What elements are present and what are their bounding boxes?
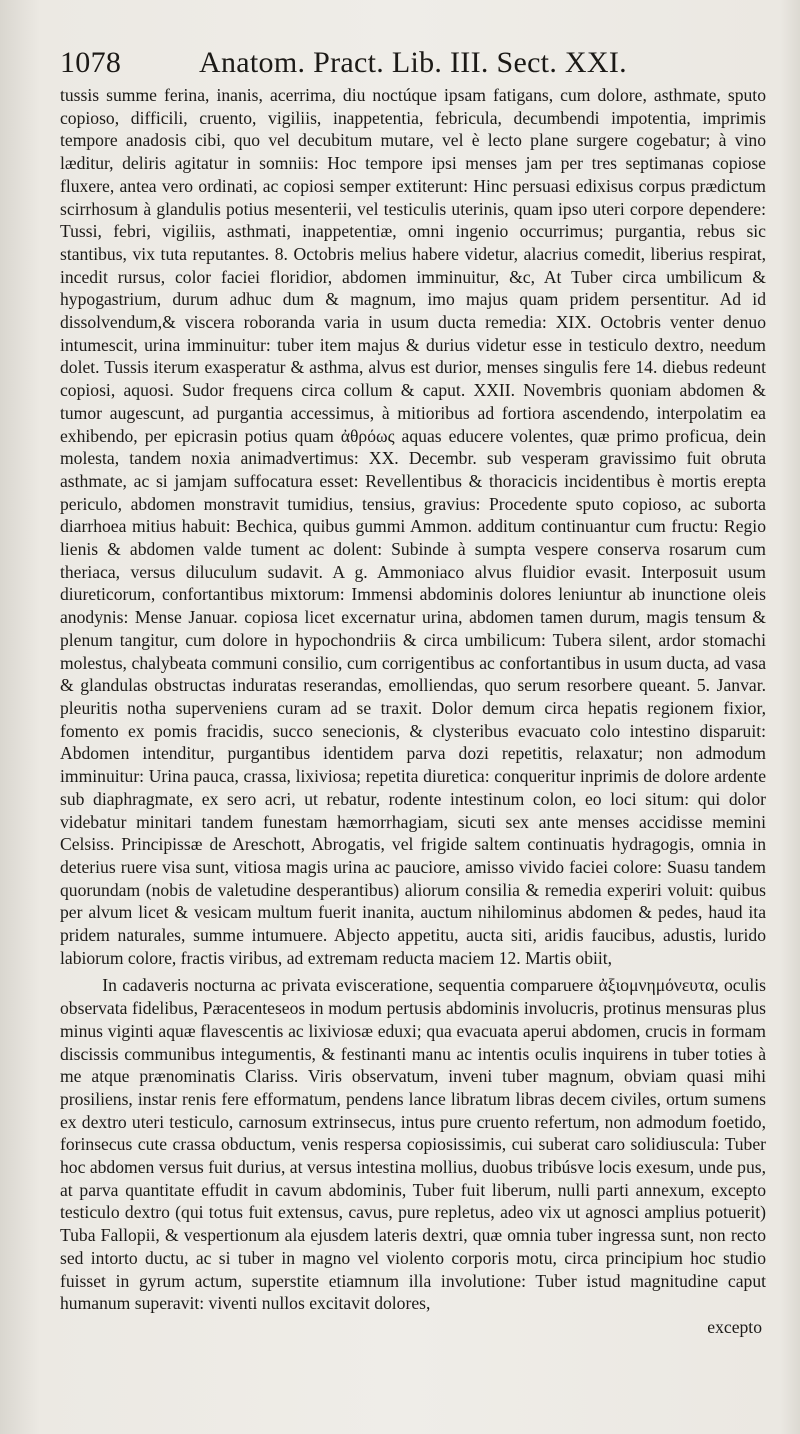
paragraph-case-history: tussis summe ferina, inanis, acerrima, diu noctúque ipsam fatigans, cum dolore, asthmate, sputo copioso, difficili, cruento, vigiliis, inappetentia, febricula, decumbendi impotentia, imprimis tempore anadosis cibi, quo vel decubitum mutare, vel è lecto plane surgere cogebatur; à vino læditur, deliris agitatur in somniis: Hoc tempore ipsi menses jam per tres septimanas copiose fluxere, antea vero ordinati, ac copiosi semper extiterunt: Hinc persuasi edixisus corpus prædictum scirrhosum à glandulis potius mesenterii, vel testiculis uterinis, quam ipso uteri corpore dependere: Tussi, febri, vigiliis, asthmati, inappetentiæ, omni ingenio occurrimus; purgantia, rebus sic stantibus, vix tuta reputantes. 8. Octobris melius habere videtur, alacrius comedit, liberius respirat, incedit rursus, color faciei floridior, abdomen imminuitur, &c, At Tuber circa umbilicum & hypogastrium, durum adhuc dum & magnum, imo majus quam pridem persentitur. Ad id dissolvendum,& viscera roboranda varia in usum ducta remedia: XIX. Octobris venter denuo intumescit, urina imminuitur: tuber item majus & durius videtur esse in testiculo dextro, needum dolet. Tussis iterum exasperatur & asthma, alvus est durior, menses singulis fere 14. diebus redeunt copiosi, aquosi. Sudor frequens circa collum & caput. XXII. Novembris quoniam abdomen & tumor augescunt, ad purgantia accessimus, à mitioribus ad fortiora ascendendo, interpolatim ea exhibendo, per epicrasin potius quam ἀθρόως aquas educere volentes, quæ primo proficua, dein molesta, tandem noxia animadvertimus: XX. Decembr. sub vesperam gravissimo fuit obruta asthmate, ac si jamjam suffocatura esset: Revellentibus & thoracicis incidentibus è mortis erepta periculo, abdomen monstravit tumidius, tensius, gravius: Procedente sputo copioso, ac suborta diarrhoea mitius habuit: Bechica, quibus gummi Ammon. additum continuantur cum fructu: Regio lienis & abdomen valde tument ac dolent: Subinde à sumpta vespere conserva rosarum cum theriaca, versus diluculum sudavit. A g. Ammoniaco alvus fluidior evasit. Interposuit usum diureticorum, confortantibus mixtorum: Immensi abdominis dolores leniuntur ab inunctione oleis anodynis: Mense Januar. copiosa licet excernatur urina, abdomen tamen durum, magis tensum & plenum tangitur, cum dolore in hypochondriis & circa umbilicum: Tubera silent, ardor stomachi molestus, chalybeata communi consilio, cum corrigentibus ac confortantibus in usum ducta, ad vasa & glandulas obstructas induratas reserandas, emolliendas, quo serum resorbere queant. 5. Janvar. pleuritis notha superveniens curam ad se traxit. Dolor demum circa hepatis regionem fixior, fomento ex pomis fracidis, succo senecionis, & clysteribus evacuato colo intestino disparuit: Abdomen intenditur, purgantibus identidem parva dozi repetitis, relaxatur; non admodum imminuitur: Urina pauca, crassa, lixiviosa; repetita diuretica: conqueritur inprimis de dolore ardente sub diaphragmate, ex sero acri, ut rebatur, rodente intestinum colon, eo loci situm: qui dolor videbatur minitari tandem funestam hæmorrhagiam, sicuti sex ante menses accidisse memini Celsiss. Principissæ de Areschott, Abrogatis, vel frigide saltem continuatis hydragogis, omnia in deterius ruere visa sunt, vitiosa magis urina ac pauciore, amisso vivido faciei colore: Suasu tandem quorundam (nobis de valetudine desperantibus) aliorum consilia & remedia experiri voluit: quibus per alvum licet & vesicam multum fuerit inanita, auctum nihilominus abdomen & pedes, haud ita pridem naturales, summe intumuere. Abjecto appetitu, aucta siti, aridis faucibus, adustis, lurido labiorum colore, fractis viribus, ad extremam reducta maciem 12. Martis obiit, bbox=[60, 85, 766, 968]
catchword: excepto bbox=[707, 1316, 762, 1337]
page-number: 1078 bbox=[60, 46, 122, 79]
running-head: Anatom. Pract. Lib. III. Sect. XXI. bbox=[199, 46, 627, 79]
paragraph-dissection: In cadaveris nocturna ac privata evisceratione, sequentia comparuere ἀξιομνημόνευτα, oculis observata fidelibus, Pæracenteseos in modum pertusis abdominis involucris, protinus mensuras plus minus viginti aquæ flavescentis ac lixiviosæ eduxi; qua evacuata aperui abdomen, crucis in formam discissis communibus integumentis, & festinanti manu ac intentis oculis inquirens in tuber toties à me atque prænominatis Clariss. Viris observatum, inveni tuber magnum, obviam quasi mihi prosiliens, instar renis fere efformatum, pendens lance libratum libras decem civiles, ortum sumens ex dextro uteri testiculo, carnosum extrinsecus, intus pure cruento refertum, non admodum foetido, forinsecus cute crassa obductum, venis respersa copiosissimis, cui suberat caro solidiuscula: Tuber hoc abdomen versus fuit durius, at versus intestina mollius, duobus tribúsve locis exesum, unde pus, at parva quantitate effudit in cavum abdominis, Tuber fuit liberum, nulli parti annexum, excepto testiculo dextro (qui totus fuit extensus, cavus, pure repletus, adeo vix ut agnosci amplius potuerit) Tuba Fallopii, & vespertionum ala ejusdem lateris dextri, quæ omnia tuber ingressa sunt, non recto sed intorto ductu, ac si tuber in magno vel violento corporis motu, circa principium hoc studio fuisset in gyrum actum, superstite etiamnum illa involutione: Tuber istud magnitudine caput humanum superavit: viventi nullos excitavit dolores, bbox=[60, 975, 766, 1314]
body-text bbox=[60, 84, 766, 1315]
page-header bbox=[60, 46, 766, 84]
